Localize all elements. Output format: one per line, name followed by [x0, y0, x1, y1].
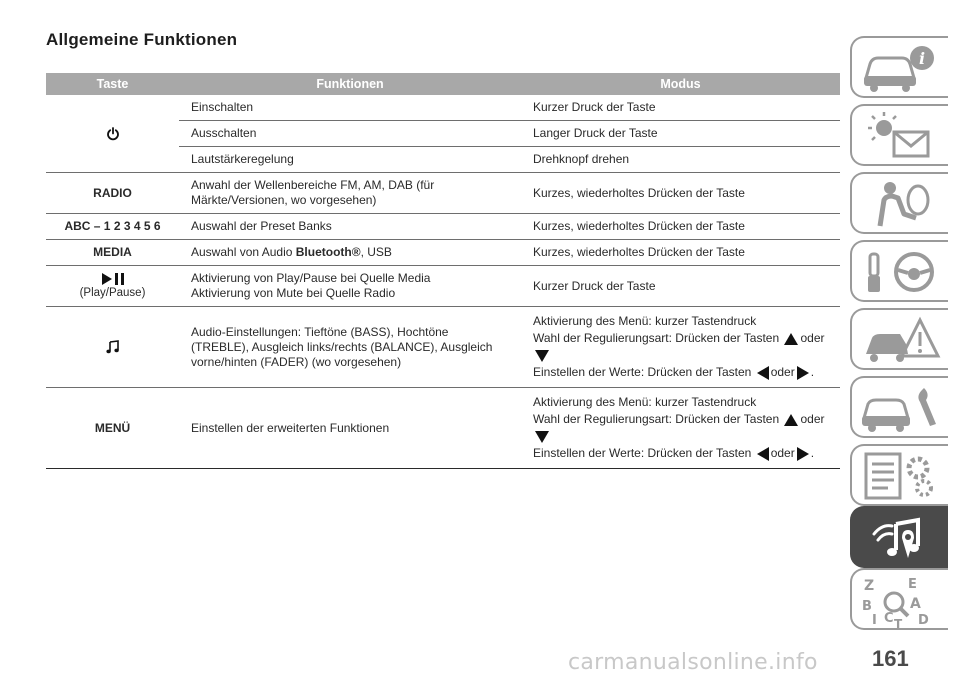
- mode-cell: [521, 388, 840, 469]
- mode-text: Wahl der Regulierungsart: Drücken der Tasten: [533, 331, 780, 345]
- chapter-tab-safety[interactable]: [850, 172, 948, 234]
- key-power: [46, 95, 179, 173]
- mode-cell: Drehknopf drehen: [521, 147, 840, 173]
- table-header-row: [46, 73, 840, 95]
- function-line: vorne/hinten (FADER) (wo vorgesehen): [191, 354, 402, 369]
- table-row: [46, 388, 840, 469]
- function-cell: Einstellen der erweiterten Funktionen: [179, 388, 521, 469]
- arrow-down-icon: [535, 431, 549, 443]
- page-number: 161: [872, 646, 909, 671]
- bluetooth-label: Bluetooth®: [295, 245, 361, 259]
- mode-cell: Kurzer Druck der Taste: [521, 95, 840, 121]
- mode-text: oder: [800, 331, 825, 345]
- mode-line: [533, 412, 836, 427]
- arrow-left-icon: [757, 366, 769, 380]
- function-cell: [179, 173, 521, 214]
- chapter-tab-multimedia[interactable]: [850, 506, 948, 568]
- page-title: Allgemeine Funktionen: [46, 30, 238, 49]
- mode-line: [533, 365, 836, 380]
- arrow-down-icon: [535, 350, 549, 362]
- function-cell: Auswahl der Preset Banks: [179, 214, 521, 240]
- chapter-tab-car-info[interactable]: [850, 36, 948, 98]
- safety-airbag-icon: [858, 178, 944, 230]
- function-cell: [179, 240, 521, 266]
- chapter-tab-technical-data[interactable]: [850, 444, 948, 506]
- svg-text:D: D: [918, 613, 929, 628]
- multimedia-icon: [858, 512, 944, 564]
- function-line: Aktivierung von Mute bei Quelle Radio: [191, 286, 396, 300]
- warning-lights-icon: [858, 110, 944, 162]
- function-cell: Ausschalten: [179, 121, 521, 147]
- function-cell: [179, 266, 521, 307]
- music-note-icon: [106, 340, 120, 354]
- emergency-icon: [858, 314, 944, 366]
- table-row: [46, 173, 840, 214]
- svg-text:T: T: [894, 617, 903, 628]
- play-pause-icon: [100, 273, 126, 285]
- svg-text:C: C: [884, 611, 894, 626]
- mode-cell: Kurzer Druck der Taste: [521, 266, 840, 307]
- mode-text: oder: [800, 412, 825, 426]
- arrow-up-icon: [784, 414, 798, 426]
- header-modus: Modus: [521, 73, 840, 95]
- mode-line: Aktivierung des Menü: kurzer Tastendruck: [533, 314, 757, 328]
- index-icon: [858, 574, 944, 628]
- mode-text: oder: [770, 365, 795, 379]
- mode-line: [533, 429, 836, 444]
- arrow-left-icon: [757, 447, 769, 461]
- technical-data-icon: [858, 450, 944, 502]
- chapter-tab-index[interactable]: [850, 568, 948, 630]
- mode-text: oder: [770, 446, 795, 460]
- mode-text: .: [810, 446, 815, 460]
- function-line: Audio-Einstellungen: Tieftöne (BASS), Hochtöne: [191, 324, 449, 339]
- key-sublabel: (Play/Pause): [79, 287, 146, 299]
- function-text: , USB: [360, 245, 392, 259]
- table-row: [46, 95, 840, 121]
- table-row: [46, 214, 840, 240]
- mode-cell: Langer Druck der Taste: [521, 121, 840, 147]
- mode-text: Einstellen der Werte: Drücken der Tasten: [533, 365, 752, 379]
- car-info-icon: [858, 42, 944, 94]
- watermark: carmanualsonline.info: [568, 650, 818, 675]
- function-line: Aktivierung von Play/Pause bei Quelle Media: [191, 271, 431, 285]
- functions-table: [46, 73, 840, 469]
- function-line: Märkte/Versionen, wo vorgesehen): [191, 193, 377, 207]
- mode-text: Einstellen der Werte: Drücken der Tasten: [533, 446, 752, 460]
- svg-text:Z: Z: [864, 578, 875, 594]
- key-radio: RADIO: [46, 173, 179, 214]
- power-icon: [106, 127, 120, 141]
- svg-text:i: i: [918, 49, 926, 68]
- key-audio: [46, 307, 179, 388]
- table-row: [46, 307, 840, 388]
- function-line: (TREBLE), Ausgleich links/rechts (BALANCE), Ausgleich: [191, 339, 493, 354]
- svg-text:I: I: [872, 613, 877, 628]
- function-cell: [179, 307, 521, 388]
- function-cell: Einschalten: [179, 95, 521, 121]
- mode-cell: Kurzes, wiederholtes Drücken der Taste: [521, 240, 840, 266]
- mode-cell: Kurzes, wiederholtes Drücken der Taste: [521, 173, 840, 214]
- table-row: [46, 266, 840, 307]
- svg-text:B: B: [862, 599, 872, 614]
- svg-text:E: E: [908, 577, 917, 592]
- mode-cell: Kurzes, wiederholtes Drücken der Taste: [521, 214, 840, 240]
- function-cell: Lautstärkeregelung: [179, 147, 521, 173]
- function-line: Anwahl der Wellenbereiche FM, AM, DAB (für: [191, 178, 435, 192]
- arrow-right-icon: [797, 447, 809, 461]
- chapter-tab-emergency[interactable]: [850, 308, 948, 370]
- mode-line: [533, 446, 836, 461]
- starting-driving-icon: [858, 246, 944, 298]
- chapter-tab-starting[interactable]: [850, 240, 948, 302]
- key-menu: MENÜ: [46, 388, 179, 469]
- mode-cell: [521, 307, 840, 388]
- maintenance-icon: [858, 382, 944, 434]
- arrow-up-icon: [784, 333, 798, 345]
- header-funktionen: Funktionen: [179, 73, 521, 95]
- chapter-tab-maintenance[interactable]: [850, 376, 948, 438]
- table-row: [46, 240, 840, 266]
- mode-line: [533, 348, 836, 363]
- key-media: MEDIA: [46, 240, 179, 266]
- mode-text: Wahl der Regulierungsart: Drücken der Tasten: [533, 412, 780, 426]
- svg-text:A: A: [910, 596, 921, 612]
- mode-text: .: [810, 365, 815, 379]
- key-playpause: [46, 266, 179, 307]
- chapter-tab-warning-lights[interactable]: [850, 104, 948, 166]
- arrow-right-icon: [797, 366, 809, 380]
- mode-line: [533, 331, 836, 346]
- function-text: Auswahl von Audio: [191, 245, 296, 259]
- header-taste: Taste: [46, 73, 179, 95]
- mode-line: Aktivierung des Menü: kurzer Tastendruck: [533, 395, 757, 409]
- key-presets: ABC – 1 2 3 4 5 6: [46, 214, 179, 240]
